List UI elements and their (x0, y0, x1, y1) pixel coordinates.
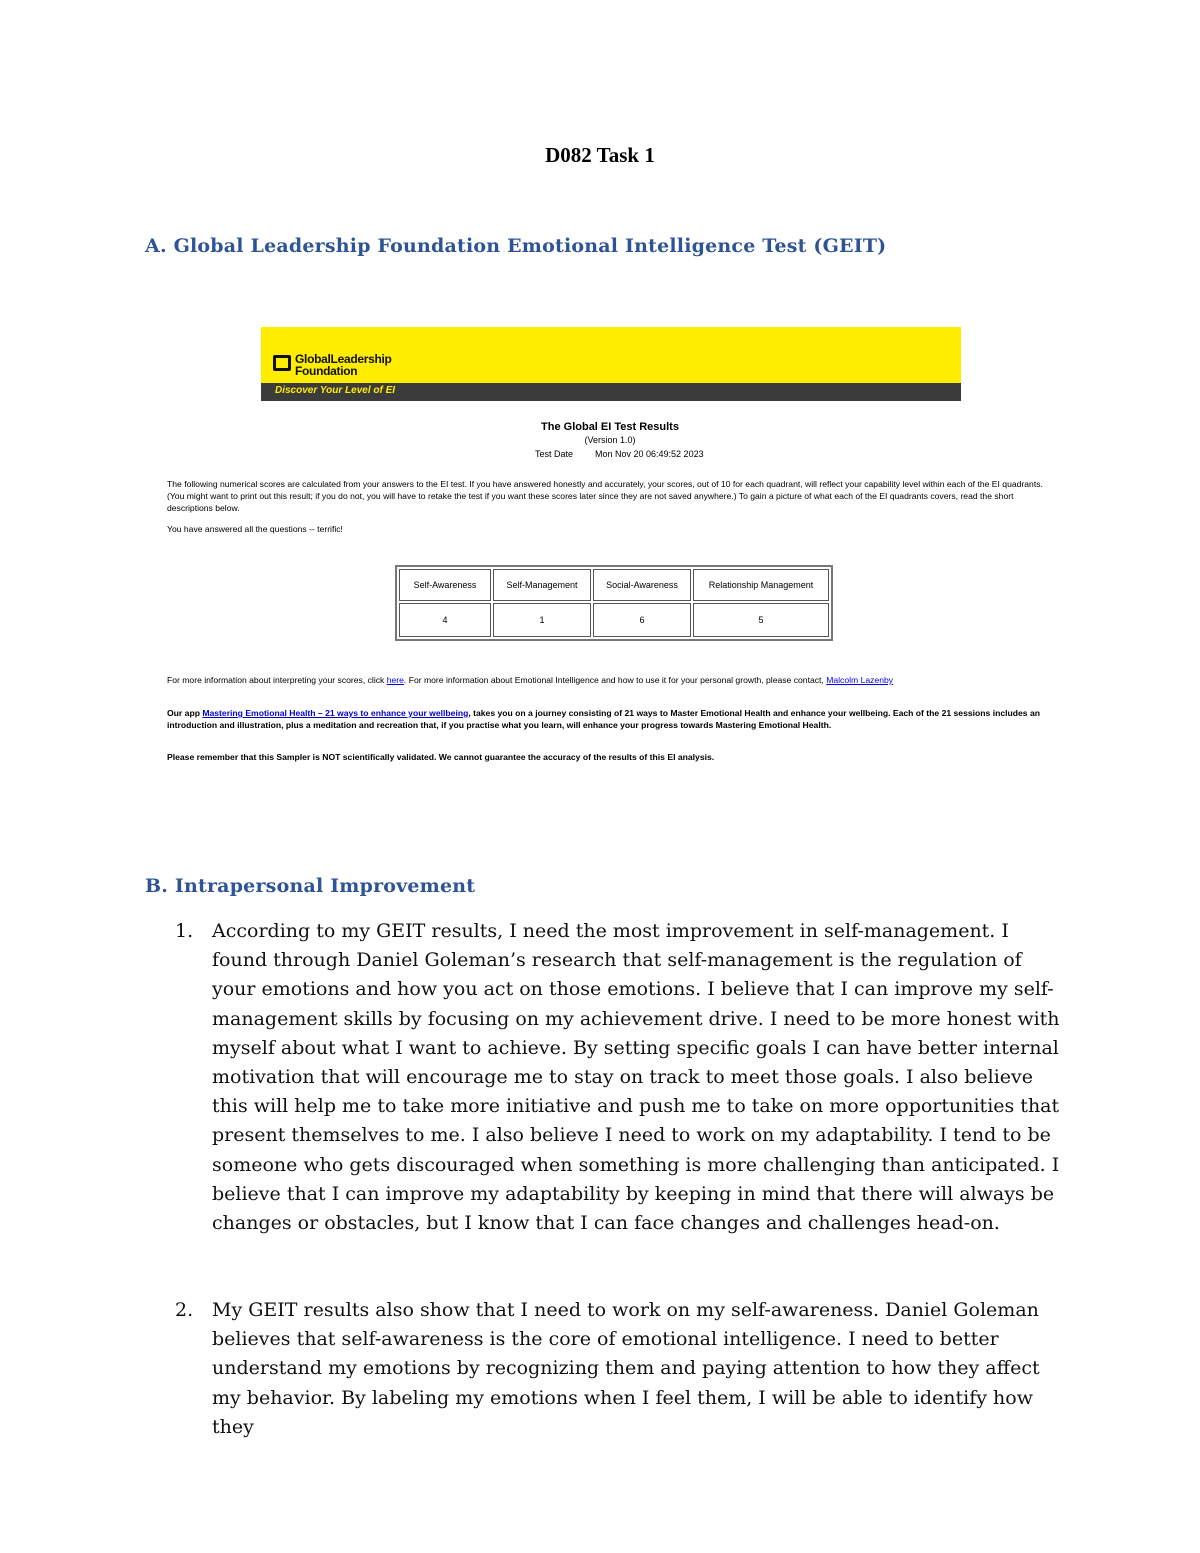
intro-paragraph: The following numerical scores are calculated from your answers to the EI test. If you have answered honestly and accurately, your scores, out of 10 for each quadrant, will reflect your capability level within each of the EI quadrants. (You might want to print out this result; if you do not, you will have to retake the test if you want these scores later since they are not saved anywhere.) To gain a picture of what each of the EI quadrants covers, read the short descriptions below. (167, 479, 1043, 513)
score-header: Self-Management (493, 569, 591, 601)
geit-results-screenshot (165, 327, 1055, 767)
list-item (175, 917, 1075, 1238)
more-info-text-2: . For more information about Emotional Intelligence and how to use it for your personal growth, please contact, (403, 675, 827, 685)
score-value: 5 (693, 603, 829, 637)
score-header: Social-Awareness (593, 569, 691, 601)
brand-banner (261, 327, 961, 383)
score-value: 6 (593, 603, 691, 637)
section-a-heading: A. Global Leadership Foundation Emotional Intelligence Test (GEIT) (145, 235, 887, 257)
results-version: (Version 1.0) (584, 435, 636, 445)
test-date-label: Test Date (535, 449, 574, 459)
scores-table (395, 565, 833, 641)
app-text-2: , takes you on a journey consisting of 21 ways to Master Emotional Health and enhance your wellbeing. Each of the 21 sessions includes an introduction and illustration, plus a meditation and recreation that, if you practise what you learn, will enhance your progress towards Mastering Emotional Health. (167, 708, 1040, 730)
app-text: Our app (167, 708, 203, 718)
app-link[interactable]: Mastering Emotional Health – 21 ways to enhance your wellbeing (202, 708, 469, 718)
contact-link[interactable]: Malcolm Lazenby (826, 675, 894, 685)
list-item-text: According to my GEIT results, I need the most improvement in self-management. I found through Daniel Goleman’s research that self-management is the regulation of your emotions and how you act on those emotions. I believe that I can improve my self-management skills by focusing on my achievement drive. I need to be more honest with myself about what I want to achieve. By setting specific goals I can have better internal motivation that will encourage me to stay on track to meet those goals. I also believe this will help me to take more initiative and push me to take on more opportunities that present themselves to me. I also believe I need to work on my adaptability. I tend to be someone who gets discouraged when something is more challenging than anticipated. I believe that I can improve my adaptability by keeping in mind that there will always be changes or obstacles, but I know that I can face changes and challenges head-on. (212, 920, 1060, 1235)
test-date: Mon Nov 20 06:49:52 2023 (595, 449, 704, 459)
logo-square-icon (273, 355, 291, 371)
list-number: 2. (175, 1299, 194, 1321)
tagline: Discover Your Level of EI (275, 385, 396, 396)
tagline-bar (261, 383, 961, 401)
here-link[interactable]: here (386, 675, 404, 685)
section-b-heading: B. Intrapersonal Improvement (145, 875, 476, 897)
list-item-text: My GEIT results also show that I need to work on my self-awareness. Daniel Goleman believes that self-awareness is the core of emotional intelligence. I need to better understand my emotions by recognizing them and paying attention to how they affect my behavior. By labeling my emotions when I feel them, I will be able to identify how they (212, 1299, 1040, 1438)
score-value: 4 (399, 603, 491, 637)
foundation-logo (273, 353, 392, 377)
logo-line-2: Foundation (295, 364, 358, 378)
score-header: Relationship Management (693, 569, 829, 601)
answered-note: You have answered all the questions -- terrific! (167, 524, 343, 534)
results-title: The Global EI Test Results (541, 421, 679, 433)
more-info-text: For more information about interpreting your scores, click (167, 675, 387, 685)
list-number: 1. (175, 920, 194, 942)
list-item (175, 1296, 1075, 1442)
app-paragraph (167, 707, 1053, 731)
score-value: 1 (493, 603, 591, 637)
disclaimer: Please remember that this Sampler is NOT scientifically validated. We cannot guarantee the accuracy of the results of this EI analysis. (167, 752, 715, 762)
score-header: Self-Awareness (399, 569, 491, 601)
more-info-paragraph (167, 674, 1053, 686)
document-title: D082 Task 1 (545, 143, 655, 167)
logo-line-1: GlobalLeadership (295, 352, 392, 366)
